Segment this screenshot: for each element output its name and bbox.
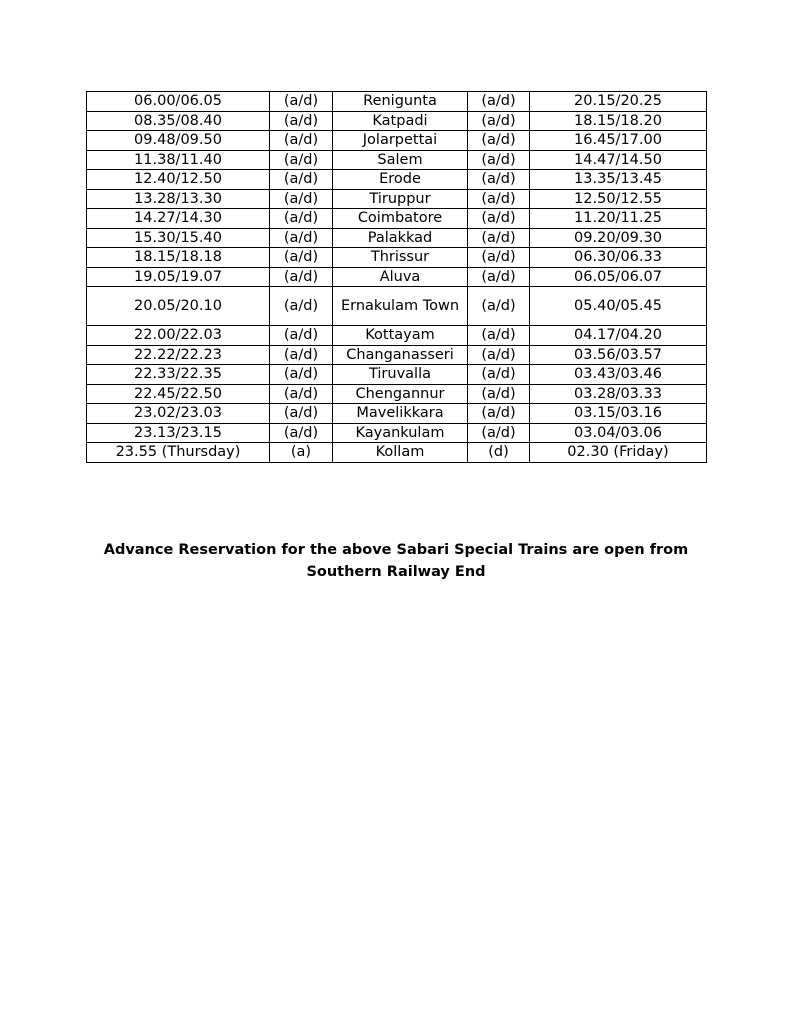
down-arr-dep-cell: (a/d) [468,404,530,424]
table-row [87,150,707,170]
down-arr-dep-cell: (a/d) [468,423,530,443]
up-arr-dep-cell: (a/d) [270,267,333,287]
table-row [87,365,707,385]
down-time-cell: 02.30 (Friday) [530,443,707,463]
up-arr-dep-cell: (a/d) [270,92,333,112]
up-time-cell: 22.22/22.23 [87,345,270,365]
up-arr-dep-cell: (a/d) [270,228,333,248]
down-arr-dep-cell: (a/d) [468,150,530,170]
up-time-cell: 22.45/22.50 [87,384,270,404]
down-time-cell: 20.15/20.25 [530,92,707,112]
down-arr-dep-cell: (a/d) [468,345,530,365]
down-time-cell: 12.50/12.55 [530,189,707,209]
down-arr-dep-cell: (a/d) [468,92,530,112]
up-time-cell: 13.28/13.30 [87,189,270,209]
down-arr-dep-cell: (a/d) [468,384,530,404]
down-time-cell: 11.20/11.25 [530,209,707,229]
table-row [87,423,707,443]
up-arr-dep-cell: (a/d) [270,111,333,131]
down-arr-dep-cell: (a/d) [468,326,530,346]
up-arr-dep-cell: (a/d) [270,170,333,190]
down-arr-dep-cell: (a/d) [468,365,530,385]
station-cell: Salem [333,150,468,170]
up-time-cell: 14.27/14.30 [87,209,270,229]
up-time-cell: 18.15/18.18 [87,248,270,268]
up-time-cell: 11.38/11.40 [87,150,270,170]
up-time-cell: 19.05/19.07 [87,267,270,287]
up-arr-dep-cell: (a/d) [270,404,333,424]
table-row [87,345,707,365]
table-row [87,209,707,229]
station-cell: Chengannur [333,384,468,404]
up-arr-dep-cell: (a/d) [270,326,333,346]
up-time-cell: 23.13/23.15 [87,423,270,443]
down-time-cell: 13.35/13.45 [530,170,707,190]
down-time-cell: 03.04/03.06 [530,423,707,443]
reservation-note-line-2: Southern Railway End [306,564,486,580]
timetable-body [87,92,707,463]
station-cell: Kottayam [333,326,468,346]
table-row [87,267,707,287]
down-time-cell: 05.40/05.45 [530,287,707,326]
down-time-cell: 04.17/04.20 [530,326,707,346]
up-arr-dep-cell: (a/d) [270,150,333,170]
down-arr-dep-cell: (a/d) [468,267,530,287]
station-cell: Coimbatore [333,209,468,229]
down-arr-dep-cell: (a/d) [468,170,530,190]
down-arr-dep-cell: (a/d) [468,287,530,326]
down-arr-dep-cell: (a/d) [468,228,530,248]
station-cell: Katpadi [333,111,468,131]
up-arr-dep-cell: (a/d) [270,365,333,385]
down-time-cell: 03.15/03.16 [530,404,707,424]
down-time-cell: 09.20/09.30 [530,228,707,248]
up-arr-dep-cell: (a/d) [270,131,333,151]
down-time-cell: 03.43/03.46 [530,365,707,385]
station-cell: Changanasseri [333,345,468,365]
table-row [87,228,707,248]
table-row [87,189,707,209]
reservation-note [86,539,706,583]
down-time-cell: 06.30/06.33 [530,248,707,268]
station-cell: Ernakulam Town [333,287,468,326]
station-cell: Kayankulam [333,423,468,443]
table-row [87,248,707,268]
timetable [86,91,707,463]
up-time-cell: 08.35/08.40 [87,111,270,131]
up-time-cell: 12.40/12.50 [87,170,270,190]
up-time-cell: 20.05/20.10 [87,287,270,326]
station-cell: Mavelikkara [333,404,468,424]
up-arr-dep-cell: (a) [270,443,333,463]
down-time-cell: 06.05/06.07 [530,267,707,287]
down-arr-dep-cell: (a/d) [468,189,530,209]
station-cell: Kollam [333,443,468,463]
table-row [87,404,707,424]
station-cell: Tiruppur [333,189,468,209]
reservation-note-line-1: Advance Reservation for the above Sabari Special Trains are open from [103,542,689,558]
up-time-cell: 06.00/06.05 [87,92,270,112]
station-cell: Aluva [333,267,468,287]
down-arr-dep-cell: (d) [468,443,530,463]
down-arr-dep-cell: (a/d) [468,131,530,151]
down-arr-dep-cell: (a/d) [468,248,530,268]
down-time-cell: 03.56/03.57 [530,345,707,365]
up-arr-dep-cell: (a/d) [270,248,333,268]
up-time-cell: 23.55 (Thursday) [87,443,270,463]
station-cell: Thrissur [333,248,468,268]
table-row [87,92,707,112]
table-row [87,131,707,151]
up-time-cell: 22.33/22.35 [87,365,270,385]
up-arr-dep-cell: (a/d) [270,209,333,229]
up-time-cell: 23.02/23.03 [87,404,270,424]
station-cell: Tiruvalla [333,365,468,385]
down-arr-dep-cell: (a/d) [468,111,530,131]
station-cell: Renigunta [333,92,468,112]
table-row [87,170,707,190]
table-row [87,326,707,346]
up-arr-dep-cell: (a/d) [270,189,333,209]
down-time-cell: 18.15/18.20 [530,111,707,131]
station-cell: Palakkad [333,228,468,248]
up-arr-dep-cell: (a/d) [270,384,333,404]
down-time-cell: 14.47/14.50 [530,150,707,170]
table-row [87,384,707,404]
table-row [87,111,707,131]
station-cell: Erode [333,170,468,190]
up-arr-dep-cell: (a/d) [270,287,333,326]
up-arr-dep-cell: (a/d) [270,345,333,365]
up-time-cell: 15.30/15.40 [87,228,270,248]
up-time-cell: 22.00/22.03 [87,326,270,346]
down-time-cell: 16.45/17.00 [530,131,707,151]
up-time-cell: 09.48/09.50 [87,131,270,151]
up-arr-dep-cell: (a/d) [270,423,333,443]
table-row [87,287,707,326]
down-time-cell: 03.28/03.33 [530,384,707,404]
table-row [87,443,707,463]
down-arr-dep-cell: (a/d) [468,209,530,229]
station-cell: Jolarpettai [333,131,468,151]
